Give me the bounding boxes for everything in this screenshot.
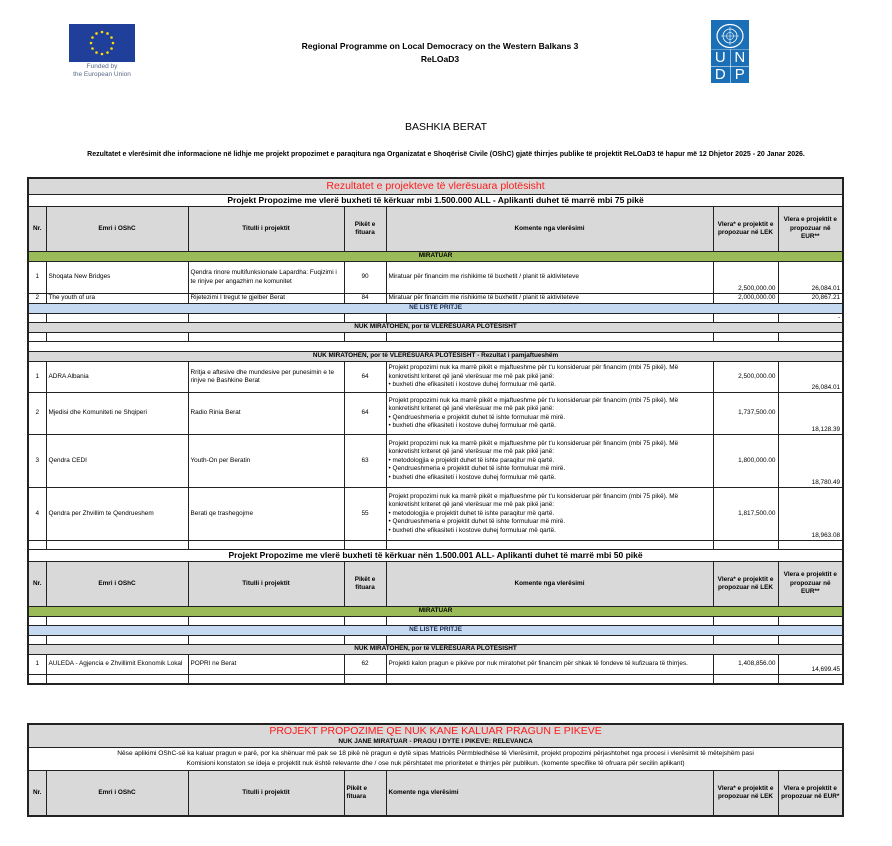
cell-comments: Miratuar për financim me rishikime të buxhetit / planit të aktiviteteve [386, 294, 713, 304]
comment-line: Projekt propozimi nuk ka marrë pikët e mjaftueshme për t'u konsideruar për financim (mbi 75 pikë). Më konkretisht kriteret që janë vlerësuar me më pak pikë janë: [388, 364, 679, 380]
col-header-name: Emri i OShC [46, 771, 188, 817]
cell-lek: 2,500,000.00 [713, 362, 778, 393]
undp-letter: U [711, 50, 730, 66]
municipality-title: BASHKIA BERAT [404, 121, 488, 133]
section-title: Rezultatet e projekteve të vlerësuara plotësisht [28, 178, 843, 195]
cell-eur: 14,699.45 [778, 655, 843, 675]
cell-name: Qendra per Zhvillim te Qendrueshem [46, 488, 188, 541]
cell-name: Qendra CEDI [46, 435, 188, 488]
cell-lek: 1,800,000.00 [713, 435, 778, 488]
status-row-approved [28, 607, 843, 617]
cell-title: Qendra rinore multifunksionale Lapardha: Fuqizimi i te rinjve per angazhim ne komunitet [188, 262, 344, 294]
spacer-row [28, 342, 843, 352]
cell-eur: 18,128.39 [778, 393, 843, 435]
eu-star-icon [91, 36, 94, 39]
cell-points: 63 [344, 435, 386, 488]
col-header-title: Titulli i projektit [188, 207, 344, 252]
cell-title: POPRI ne Berat [188, 655, 344, 675]
cell-comments: Miratuar për financim me rishikime të buxhetit / planit të aktiviteteve [386, 262, 713, 294]
note-line: Komisioni konstaton se ideja e projektit nuk është relevante dhe / ose nuk përshtatet me prioritetet e thirrjes për publikun. (komente specifike të ofruara për secilin aplikant) [186, 760, 685, 767]
cell-title: Youth-On per Beratin [188, 435, 344, 488]
table-row [28, 488, 843, 541]
empty-row [28, 675, 843, 685]
comment-line: • buxheti dhe efikasiteti i kostove duhej formuluar më qartë. [388, 381, 556, 389]
col-header-comments: Komente nga vlerësimi [386, 771, 713, 817]
cell-nr: 3 [28, 435, 46, 488]
eu-caption-line1: Funded by [86, 63, 118, 70]
cell-title: Berati qe trashegojme [188, 488, 344, 541]
cell-comments [386, 362, 713, 393]
col-header-name: Emri i OShC [46, 207, 188, 252]
cell-eur: 26,084.01 [778, 362, 843, 393]
un-globe-icon [715, 23, 745, 49]
undp-letter: N [731, 50, 750, 66]
eu-stars-icon [69, 24, 135, 62]
cell-eur: 18,963.08 [778, 488, 843, 541]
table-row [28, 655, 843, 675]
status-row-approved [28, 252, 843, 262]
section-title-row [28, 724, 843, 738]
comment-line: • buxheti dhe efikasiteti i kostove duhej formuluar më qartë. [388, 526, 556, 534]
threshold-title: PROJEKT PROPOZIME QE NUK KANE KALUAR PRAGUN E PIKEVE [28, 724, 843, 738]
cell-eur: 20,867.21 [778, 294, 843, 304]
cell-points: 62 [344, 655, 386, 675]
empty-row [28, 617, 843, 626]
cell-lek: 1,817,500.00 [713, 488, 778, 541]
col-header-points: Pikët e fituara [344, 771, 386, 817]
eu-star-icon [112, 42, 115, 45]
comment-line: Projekt propozimi nuk ka marrë pikët e mjaftueshme për t'u konsideruar për financim (mbi 75 pikë). Më konkretisht kriteret që janë vlerësuar me më pak pikë janë: [388, 439, 679, 456]
cell-comments: Projekti kalon pragun e pikëve por nuk miratohet për financim për shkak të fondeve të kufizuara të thirrjes. [386, 655, 713, 675]
intro-text: Rezultatet e vlerësimit dhe informacione në lidhje me projekt propozimet e paraqitura nga Organizatat e Shoqërisë Civile (OShC) gjatë thirrjes publike të projektit ReLOaD3 të hapur më 12 Dhjetor 2025 - 20 Janar 2026. [87, 151, 805, 158]
col-header-nr: Nr. [28, 207, 46, 252]
cell-nr: 2 [28, 294, 46, 304]
cell-nr: 2 [28, 393, 46, 435]
cell-name: Mjedisi dhe Komuniteti ne Shqiperi [46, 393, 188, 435]
undp-letter: P [731, 67, 750, 83]
eu-logo-caption [60, 63, 144, 79]
status-label-waitlist: NË LISTË PRITJE [28, 626, 843, 636]
section-title-row [28, 178, 843, 195]
programme-title-block [240, 40, 640, 66]
eu-star-icon [110, 36, 113, 39]
cell-name: ADRA Albania [46, 362, 188, 393]
empty-row [28, 313, 843, 323]
cell-name: AULEDA - Agjencia e Zhvillimit Ekonomik Lokal [46, 655, 188, 675]
eu-flag-logo [69, 24, 135, 62]
cell-lek: 1,408,856.00 [713, 655, 778, 675]
eu-star-icon [95, 51, 98, 54]
cell-comments [386, 488, 713, 541]
cell-points: 84 [344, 294, 386, 304]
col-header-title: Titulli i projektit [188, 771, 344, 817]
comment-line: • buxheti dhe efikasiteti i kostove duhej formuluar më qartë. [388, 422, 556, 429]
status-label-not-approved: NUK MIRATOHEN, por të VLERËSUARA PLOTËSISHT [28, 645, 843, 655]
subsection-title-above: Projekt Propozime me vlerë buxheti të kërkuar mbi 1.500.000 ALL - Aplikanti duhet të marrë mbi 75 pikë [28, 195, 843, 207]
status-label-waitlist: NË LISTË PRITJE [28, 303, 843, 313]
undp-logo [711, 20, 749, 83]
column-header-row [28, 771, 843, 817]
empty-row [28, 636, 843, 645]
cell-title: Rritja e aftesive dhe mundesive per punesimin e te rinjve ne Bashkine Berat [188, 362, 344, 393]
eu-star-icon [91, 47, 94, 50]
column-header-row [28, 562, 843, 607]
subsection-title-row [28, 738, 843, 748]
table-row [28, 435, 843, 488]
programme-short-name: ReLOaD3 [420, 54, 460, 64]
eu-star-icon [106, 51, 109, 54]
comment-line: • Qendrueshmeria e projektit duhet të ishte formuluar më mirë. [388, 413, 566, 421]
col-header-eur: Vlera e projektit e propozuar në EUR** [778, 562, 843, 607]
cell-eur: - [778, 313, 843, 323]
col-header-name: Emri i OShC [46, 562, 188, 607]
status-label-not-approved: NUK MIRATOHEN, por të VLERËSUARA PLOTËSISHT [28, 323, 843, 333]
status-row-insufficient [28, 352, 843, 362]
cell-lek: 2,500,000.00 [713, 262, 778, 294]
cell-nr: 1 [28, 655, 46, 675]
eu-star-icon [106, 32, 109, 35]
comment-line: • buxheti dhe efikasiteti i kostove duhej formuluar më qartë. [388, 473, 556, 481]
cell-nr: 4 [28, 488, 46, 541]
status-label-insufficient: NUK MIRATOHEN, por të VLERËSUARA PLOTËSISHT - Rezultat i pamjaftueshëm [28, 352, 843, 362]
status-row-not-approved [28, 645, 843, 655]
note-row [28, 748, 843, 771]
undp-letter: D [711, 67, 730, 83]
subsection-title-row [28, 195, 843, 207]
col-header-points: Pikët e fituara [344, 562, 386, 607]
cell-lek: 2,000,000.00 [713, 294, 778, 304]
cell-eur: 18,780.49 [778, 435, 843, 488]
cell-points: 90 [344, 262, 386, 294]
col-header-comments: Komente nga vlerësimi [386, 562, 713, 607]
table-row [28, 262, 843, 294]
status-label-approved: MIRATUAR [28, 607, 843, 617]
col-header-nr: Nr. [28, 562, 46, 607]
eu-caption-line2: the European Union [73, 71, 131, 78]
cell-points: 55 [344, 488, 386, 541]
undp-letters [711, 50, 749, 83]
results-table [27, 177, 844, 685]
status-label-approved: MIRATUAR [28, 252, 843, 262]
col-header-lek: Vlera* e projektit e propozuar në LEK [713, 771, 778, 817]
cell-comments [386, 393, 713, 435]
col-header-comments: Komente nga vlerësimi [386, 207, 713, 252]
programme-title: Regional Programme on Local Democracy on the Western Balkans 3 [301, 41, 579, 51]
cell-eur: 26,084.01 [778, 262, 843, 294]
col-header-eur: Vlera e projektit e propozuar në EUR* [778, 771, 843, 817]
eu-star-icon [101, 53, 104, 56]
eu-star-icon [90, 42, 93, 45]
status-row-waitlist [28, 626, 843, 636]
comment-line: Projekt propozimi nuk ka marrë pikët e mjaftueshme për t'u konsideruar për financim (mbi 75 pikë). Më konkretisht kriteret që janë vlerësuar me më pak pikë janë: [388, 492, 679, 509]
cell-title: Rijetezimi I tregut te gjelber Berat [188, 294, 344, 304]
cell-name: Shoqata New Bridges [46, 262, 188, 294]
note-line: Nëse aplikimi OShC-së ka kaluar pragun e parë, por ka shënuar më pak se 18 pikë në pragun e dytë sipas Matricës Përmbledhëse të Vlerësimit, projekt propozimi përjashtohet nga procesi i vlerësimit të mëtejshëm pasi [117, 750, 754, 757]
table-row [28, 362, 843, 393]
table-row [28, 294, 843, 304]
col-header-lek: Vlera* e projektit e propozuar në LEK [713, 562, 778, 607]
comment-line: • metodologjia e projektit duhet të ishte paraqitur më qartë. [388, 456, 555, 464]
subsection-title-below: Projekt Propozime me vlerë buxheti të kërkuar nën 1.500.001 ALL- Aplikanti duhet të marrë mbi 50 pikë [28, 550, 843, 562]
cell-title: Radio Rinia Berat [188, 393, 344, 435]
comment-line: • Qendrueshmeria e projektit duhet të ishte formuluar më mirë. [388, 518, 566, 526]
cell-comments [386, 435, 713, 488]
status-row-waitlist [28, 303, 843, 313]
comment-line: • Qendrueshmeria e projektit duhet të ishte formuluar më mirë. [388, 465, 566, 473]
status-row-not-approved [28, 323, 843, 333]
col-header-title: Titulli i projektit [188, 562, 344, 607]
eu-star-icon [110, 47, 113, 50]
threshold-note [28, 748, 843, 771]
empty-row [28, 541, 843, 550]
cell-lek: 1,737,500.00 [713, 393, 778, 435]
comment-line: Projekt propozimi nuk ka marrë pikët e mjaftueshme për t'u konsideruar për financim (mbi 75 pikë). Më konkretisht kriteret që janë vlerësuar me më pak pikë janë: [388, 396, 679, 412]
eu-star-icon [95, 32, 98, 35]
empty-row [28, 333, 843, 342]
column-header-row [28, 207, 843, 252]
col-header-points: Pikët e fituara [344, 207, 386, 252]
col-header-lek: Vlera* e projektit e propozuar në LEK [713, 207, 778, 252]
cell-name: The youth of ura [46, 294, 188, 304]
threshold-subtitle: NUK JANË MIRATUAR - PRAGU I DYTË I PIKËVE: RELEVANCA [28, 738, 843, 748]
threshold-failed-table [27, 723, 844, 817]
cell-points: 64 [344, 362, 386, 393]
comment-line: • metodologjia e projektit duhet të ishte paraqitur më qartë. [388, 509, 555, 517]
cell-nr: 1 [28, 362, 46, 393]
subsection-title-row [28, 550, 843, 562]
eu-star-icon [101, 31, 104, 34]
table-row [28, 393, 843, 435]
cell-nr: 1 [28, 262, 46, 294]
col-header-nr: Nr. [28, 771, 46, 817]
col-header-eur: Vlera e projektit e propozuar në EUR** [778, 207, 843, 252]
cell-points: 64 [344, 393, 386, 435]
